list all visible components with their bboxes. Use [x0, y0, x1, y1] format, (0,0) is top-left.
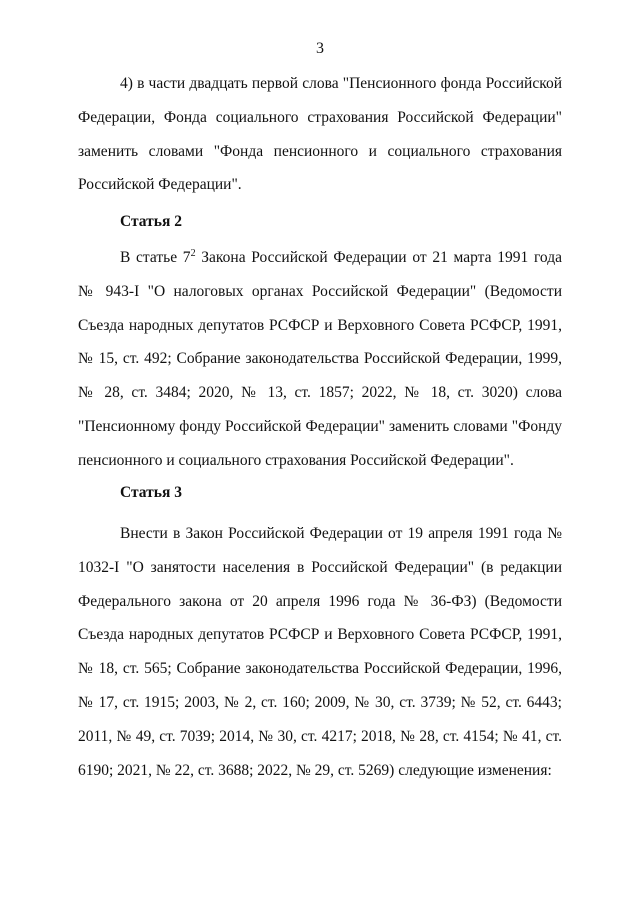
article-2-text-prefix: В статье 7: [120, 249, 191, 266]
article-3-block: [78, 517, 562, 787]
item-4-block: [78, 67, 562, 202]
article-2-heading-block: [78, 212, 562, 232]
item-4-paragraph: 4) в части двадцать первой слова "Пенсионного фонда Российской Федерации, Фонда социального страхования Российской Федерации" заменить словами "Фонда пенсионного и социального страхования Российской Федерации".: [78, 75, 562, 194]
article-2-heading: Статья 2: [120, 213, 182, 230]
page-number: 3: [316, 40, 324, 57]
article-3-heading: Статья 3: [120, 484, 182, 501]
article-3-paragraph: Внести в Закон Российской Федерации от 19 апреля 1991 года № 1032-I "О занятости населения в Российской Федерации" (в редакции Федерального закона от 20 апреля 1996 года № 36-ФЗ) (Ведомости Съезда народных депутатов РСФСР и Верховного Совета РСФСР, 1991, № 18, ст. 565; Собрание законодательства Российской Федерации, 1996, № 17, ст. 1915; 2003, № 2, ст. 160; 2009, № 30, ст. 3739; № 52, ст. 6443; 2011, № 49, ст. 7039; 2014, № 30, ст. 4217; 2018, № 28, ст. 4154; № 41, ст. 6190; 2021, № 22, ст. 3688; 2022, № 29, ст. 5269) следующие изменения:: [78, 525, 562, 779]
article-2-paragraph: [78, 241, 562, 478]
article-2-text-suffix: Закона Российской Федерации от 21 марта 1991 года № 943-I "О налоговых органах Российской Федерации" (Ведомости Съезда народных депутатов РСФСР и Верховного Совета РСФСР, 1991, № 15, ст. 492; Собрание законодательства Российской Федерации, 1999, № 28, ст. 3484; 2020, № 13, ст. 1857; 2022, № 18, ст. 3020) слова "Пенсионному фонду Российской Федерации" заменить словами "Фонду пенсионного и социального страхования Российской Федерации".: [78, 249, 562, 469]
article-2-superscript: 2: [190, 247, 196, 259]
article-2-block: [78, 241, 562, 478]
article-3-heading-block: [78, 483, 562, 503]
